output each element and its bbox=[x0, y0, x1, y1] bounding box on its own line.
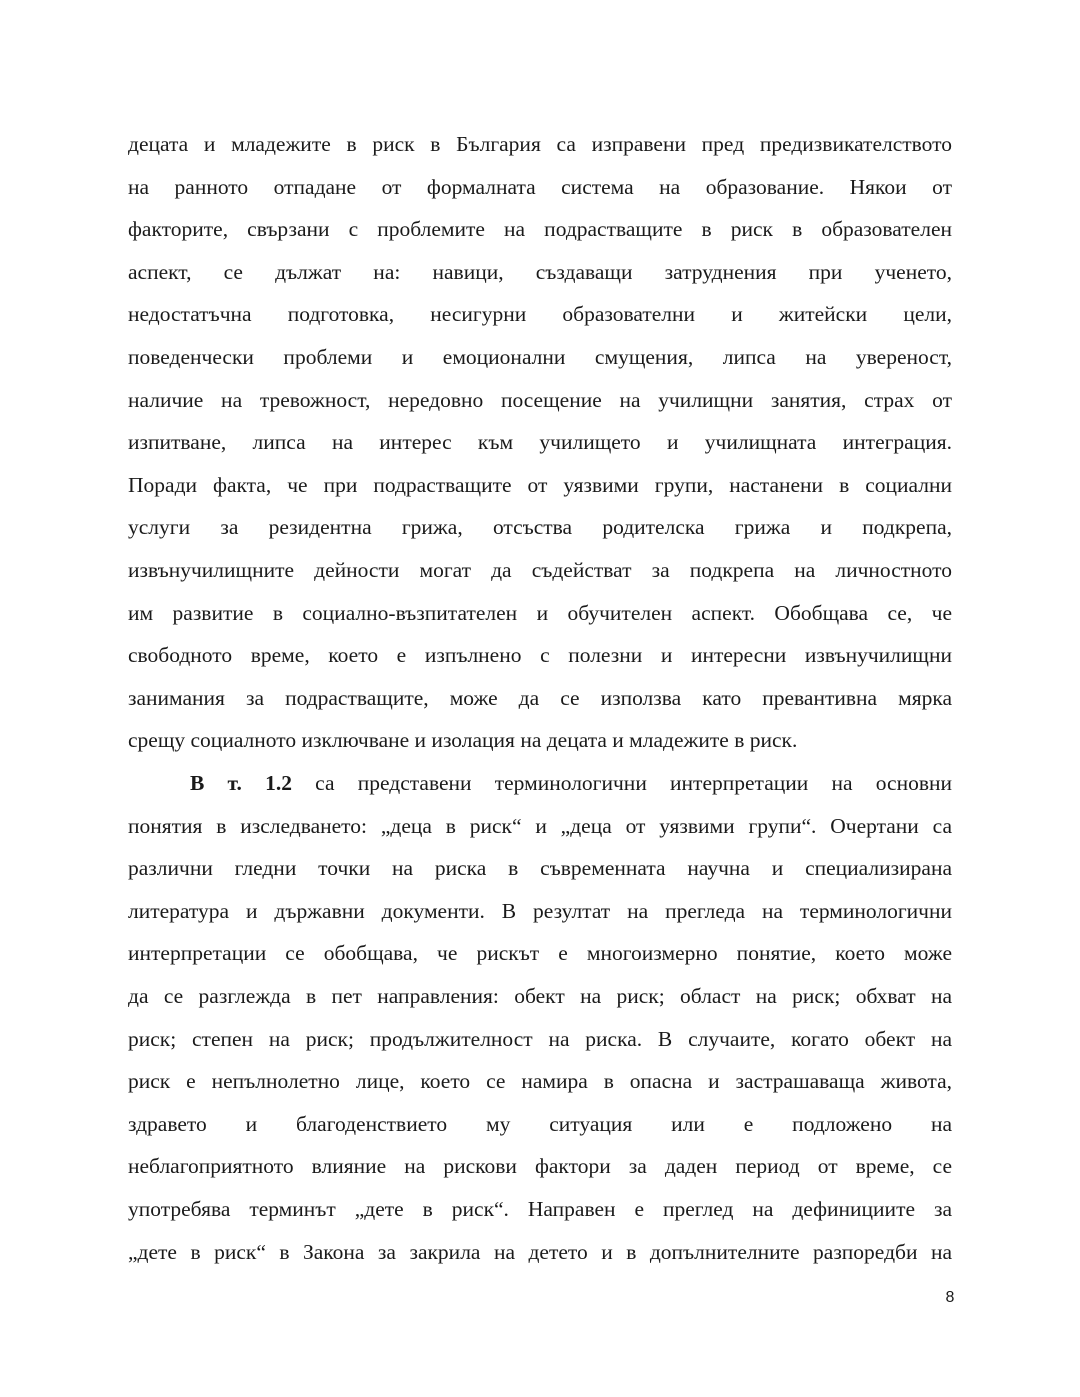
text-line: наличие на тревожност, нередовно посещение на училищни занятия, страх от bbox=[128, 387, 952, 412]
page-number: 8 bbox=[945, 1289, 955, 1306]
text-line: занимания за подрастващите, може да се използва като превантивна мярка bbox=[128, 685, 952, 710]
text-line: различни гледни точки на риска в съвременната научна и специализирана bbox=[128, 856, 952, 881]
text-line: им развитие в социално-възпитателен и обучителен аспект. Обобщава се, че bbox=[128, 600, 952, 625]
text-line: факторите, свързани с проблемите на подрастващите в риск в образователен bbox=[128, 217, 952, 242]
text-line: поведенчески проблеми и емоционални смущения, липса на увереност, bbox=[128, 344, 952, 369]
text-line: понятия в изследването: „деца в риск“ и „деца от уязвими групи“. Очертани са bbox=[128, 813, 952, 838]
text-line: Поради факта, че при подрастващите от уязвими групи, настанени в социални bbox=[128, 472, 952, 497]
text-line: извънучилищните дейности могат да съдействат за подкрепа на личностното bbox=[128, 557, 952, 582]
text-line: изпитване, липса на интерес към училището и училищната интеграция. bbox=[128, 430, 952, 455]
text-line: „дете в риск“ в Закона за закрила на детето и в допълнителните разпоредби на bbox=[128, 1239, 952, 1264]
section-reference: В т. 1.2 bbox=[190, 771, 292, 795]
text-line-last: срещу социалното изключване и изолация на децата и младежите в риск. bbox=[128, 728, 798, 753]
text-line: свободното време, което е изпълнено с полезни и интересни извънучилищни bbox=[128, 643, 952, 668]
text-line: неблагоприятното влияние на рискови фактори за даден период от време, се bbox=[128, 1154, 952, 1179]
text-line: риск; степен на риск; продължителност на риска. В случаите, когато обект на bbox=[128, 1026, 952, 1051]
text-line: употребява терминът „дете в риск“. Направен е преглед на дефинициите за bbox=[128, 1196, 952, 1221]
text-line: здравето и благоденствието му ситуация или е подложено на bbox=[128, 1111, 952, 1136]
paragraph-2 bbox=[128, 762, 952, 1273]
text-line-first bbox=[128, 762, 952, 805]
text-line: на ранното отпадане от формалната система на образование. Някои от bbox=[128, 174, 952, 199]
paragraph-1 bbox=[128, 123, 952, 762]
text-line-rest: са представени терминологични интерпретации на основни bbox=[291, 771, 952, 795]
text-line: недостатъчна подготовка, несигурни образователни и житейски цели, bbox=[128, 302, 952, 327]
text-line: интерпретации се обобщава, че рискът е многоизмерно понятие, което може bbox=[128, 941, 952, 966]
text-line: аспект, се дължат на: навици, създаващи затруднения при ученето, bbox=[128, 259, 952, 284]
text-line: риск е непълнолетно лице, което се намира в опасна и застрашаваща живота, bbox=[128, 1069, 952, 1094]
text-line: литература и държавни документи. В резултат на прегледа на терминологични bbox=[128, 898, 952, 923]
text-line: децата и младежите в риск в България са изправени пред предизвикателството bbox=[128, 132, 952, 156]
text-line: да се разглежда в пет направления: обект на риск; област на риск; обхват на bbox=[128, 983, 952, 1008]
text-line: услуги за резидентна грижа, отсъства родителска грижа и подкрепа, bbox=[128, 515, 952, 540]
